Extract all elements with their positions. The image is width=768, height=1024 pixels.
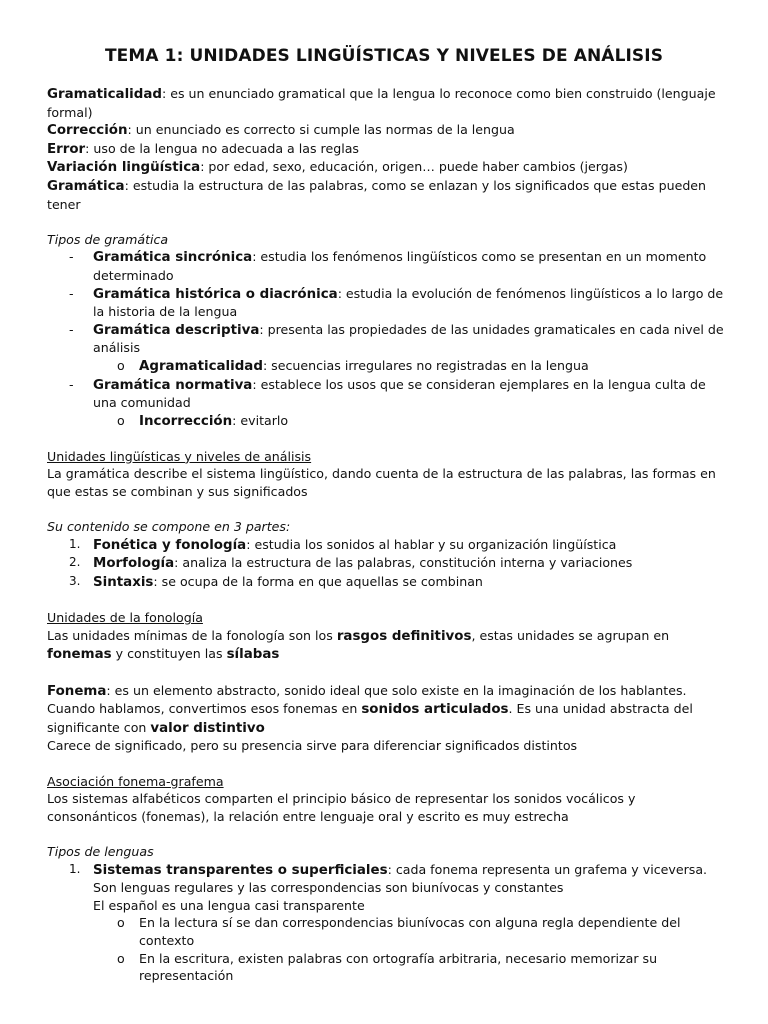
section-heading: Tipos de gramática [47,231,169,247]
item-text: : analiza la estructura de las palabras, constitución interna y variaciones [174,555,633,571]
term: Sistemas transparentes o superficiales [93,862,388,878]
list-item [47,248,727,284]
item-text: : evitarlo [232,412,289,428]
section-fonema [47,682,727,755]
term: Incorrección [139,413,233,429]
term: Fonética y fonología [93,537,247,553]
keyword: rasgos definitivos [336,628,472,644]
section-heading: Unidades de la fonología [47,610,203,626]
text-run: Las unidades mínimas de la fonología son los [47,627,337,643]
definition-text: : por edad, sexo, educación, origen… puede haber cambios (jergas) [200,159,628,175]
paragraph: Los sistemas alfabéticos comparten el principio básico de representar los sonidos vocálicos y consonánticos (fonemas), la relación entre lenguaje oral y escrito es muy estrecha [47,791,636,824]
section-heading: Unidades lingüísticas y niveles de análisis [47,448,312,464]
document-body [47,85,727,985]
paragraph [47,682,727,738]
dash-marker: - [69,321,74,337]
section-fonologia [47,609,727,664]
keyword: fonemas [47,647,112,663]
sub-list-item [47,412,727,431]
term: Gramática normativa [93,377,253,393]
definitions-block [47,85,727,213]
definition-variacion [47,158,727,177]
item-text: : estudia la evolución de fenómenos lingüísticos a lo largo de la historia de la lengua [93,285,724,320]
keyword: valor distintivo [150,720,265,736]
page-title: TEMA 1: UNIDADES LINGÜÍSTICAS Y NIVELES DE ANÁLISIS [104,46,664,66]
keyword: sílabas [226,647,280,663]
circle-bullet: o [117,915,125,931]
term: Gramática descriptiva [93,322,260,338]
term: Gramaticalidad [47,87,162,102]
definition-text: : uso de la lengua no adecuada a las reglas [85,140,359,156]
term: Error [47,141,86,157]
list-item [47,376,727,412]
definition-text: : es un enunciado gramatical que la lengua lo reconoce como bien construido (lenguaje formal) [47,86,716,120]
section-asociacion [47,773,727,826]
paragraph: La gramática describe el sistema lingüístico, dando cuenta de la estructura de las palabras, las formas en que estas se combinan y sus significados [47,466,716,500]
term: Agramaticalidad [139,358,263,374]
keyword: sonidos articulados [361,702,509,718]
term: Variación lingüística [47,160,201,176]
lenguas-list [47,861,727,897]
item-number: 2. [69,555,81,570]
term: Gramática histórica o diacrónica [93,286,338,302]
item-text: : cada fonema representa un grafema y viceversa. Son lenguas regulares y las correspondencias son biunívocas y constantes [93,861,708,896]
section-unidades [47,448,727,501]
term: Fonema [47,683,107,699]
term: Gramática sincrónica [93,250,253,266]
item-text: En la lectura sí se dan correspondencias biunívocas con alguna regla dependiente del contexto [139,915,681,948]
definition-correccion [47,121,727,140]
term: Corrección [47,123,128,139]
contenido-list [47,536,727,592]
list-item [47,321,727,357]
definition-text: : un enunciado es correcto si cumple las normas de la lengua [127,122,515,138]
circle-bullet: o [117,950,125,966]
gramatica-list [47,248,727,430]
definition-gramaticalidad [47,85,727,121]
list-item [47,573,727,592]
circle-bullet: o [117,412,125,428]
item-text: : se ocupa de la forma en que aquellas se combinan [153,574,483,590]
item-text: : establece los usos que se consideran ejemplares en la lengua culta de una comunidad [93,376,706,411]
dash-marker: - [69,376,74,392]
definition-text: : estudia la estructura de las palabras, como se enlazan y los significados que estas pueden tener [47,177,707,212]
item-number: 3. [69,574,81,589]
item-number: 1. [69,861,81,876]
circle-bullet: o [117,357,125,373]
paragraph: Carece de significado, pero su presencia sirve para diferenciar significados distintos [47,738,578,754]
definition-error [47,140,727,159]
sub-list-item [47,950,727,985]
text-run: : es un elemento abstracto, sonido ideal que solo existe en la imaginación de los hablantes. Cuando hablamos, convertimos esos fonemas en [47,682,687,717]
text-run: , estas unidades se agrupan en [471,627,670,643]
list-item [47,861,727,897]
term: Morfología [93,556,175,572]
list-item [47,285,727,321]
definition-gramatica [47,177,727,213]
sub-list-item [47,914,727,949]
item-text: : secuencias irregulares no registradas en la lengua [262,357,589,373]
section-contenido [47,518,727,591]
item-text: : estudia los sonidos al hablar y su organización lingüística [246,536,617,552]
paragraph [47,627,727,664]
sub-list-item [47,357,727,376]
section-tipos-gramatica [47,231,727,431]
list-note: El español es una lengua casi transparente [93,897,365,913]
term: Gramática [47,178,125,194]
dash-marker: - [69,249,74,265]
item-text: : estudia los fenómenos lingüísticos como se presentan en un momento determinado [93,249,707,283]
item-text: : presenta las propiedades de las unidades gramaticales en cada nivel de análisis [93,321,724,356]
section-heading: Tipos de lenguas [47,843,154,859]
section-heading: Su contenido se compone en 3 partes: [47,519,291,535]
item-text: En la escritura, existen palabras con ortografía arbitraria, necesario memorizar su representación [139,950,658,984]
text-run: y constituyen las [111,646,227,662]
list-item [47,554,727,573]
text-run: . Es una unidad abstracta del significante con [47,701,693,735]
dash-marker: - [69,285,74,301]
section-heading: Asociación fonema-grafema [47,773,224,789]
item-number: 1. [69,536,81,551]
list-item [47,536,727,555]
term: Sintaxis [93,575,154,591]
lenguas-sub-list [47,914,727,984]
section-tipos-lenguas [47,843,727,985]
